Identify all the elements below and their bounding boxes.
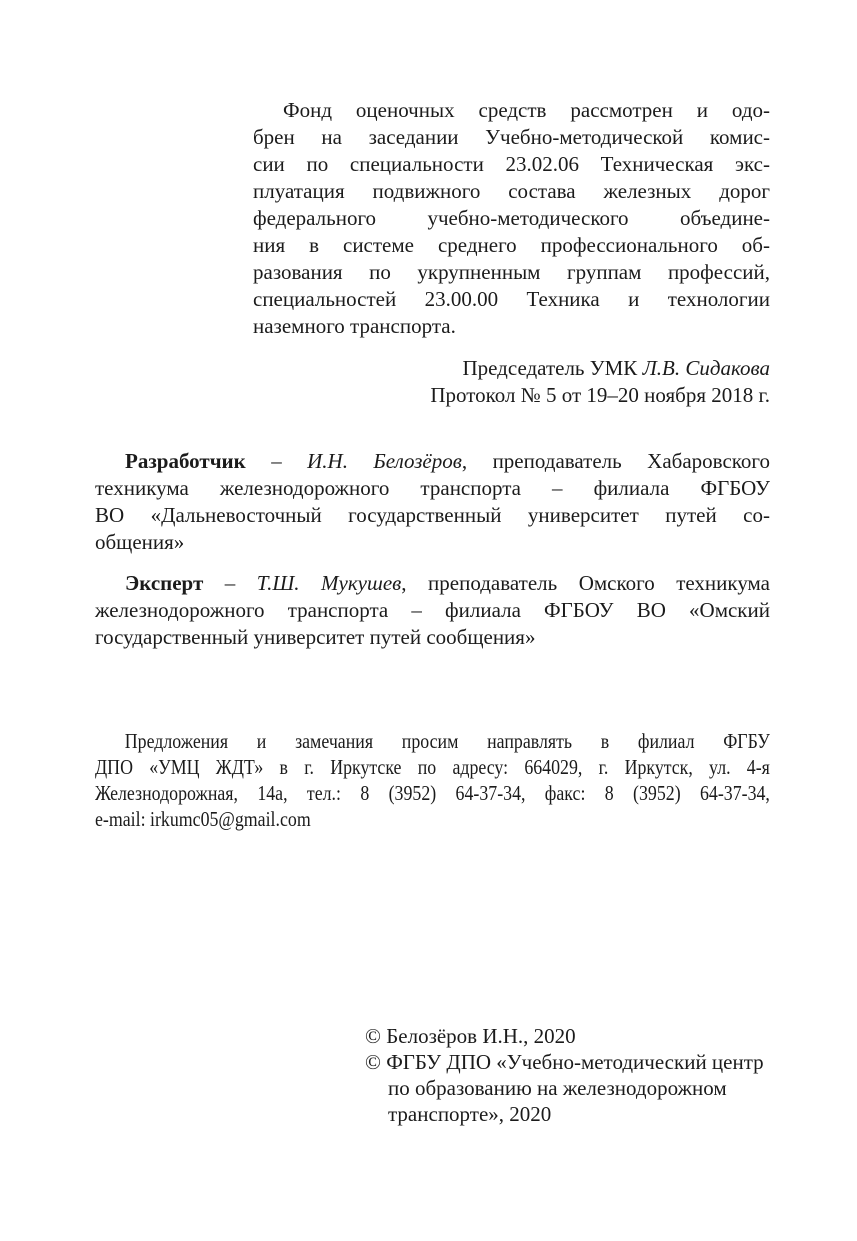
chair-line xyxy=(95,355,770,382)
expert-name: Т.Ш. Мукушев xyxy=(256,571,402,595)
text-line: плуатация подвижного состава железных дорог xyxy=(253,179,770,203)
copyright-publisher-line: © ФГБУ ДПО «Учебно-методический центр xyxy=(365,1050,764,1074)
expert-paragraph xyxy=(95,570,770,651)
developer-line: техникума железнодорожного транспорта – филиала ФГБОУ xyxy=(95,476,770,500)
expert-line: государственный университет путей сообщения» xyxy=(95,625,536,649)
contact-line: ДПО «УМЦ ЖДТ» в г. Иркутске по адресу: 664029, г. Иркутск, ул. 4-я xyxy=(95,755,770,779)
text-line: наземного транспорта. xyxy=(253,314,456,338)
protocol-line: Протокол № 5 от 19–20 ноября 2018 г. xyxy=(430,383,770,407)
developer-name: И.Н. Белозёров xyxy=(307,449,462,473)
copyright-publisher-line: по образованию на железнодорожном xyxy=(388,1076,727,1100)
text-line: специальностей 23.00.00 Техника и технологии xyxy=(253,287,770,311)
text-line: федерального учебно-методического объедине- xyxy=(253,206,770,230)
dash-separator: – xyxy=(203,571,257,595)
text-line: ния в системе среднего профессионального об- xyxy=(253,233,770,257)
contact-paragraph xyxy=(95,728,770,832)
approval-paragraph xyxy=(253,97,770,340)
developer-line: ВО «Дальневосточный государственный университет путей со- xyxy=(95,503,770,527)
chair-name: Л.В. Сидакова xyxy=(642,356,770,380)
signature-block xyxy=(95,355,770,409)
developer-line: общения» xyxy=(95,530,185,554)
contact-line: Железнодорожная, 14а, тел.: 8 (3952) 64-37-34, факс: 8 (3952) 64-37-34, xyxy=(95,781,770,805)
expert-line xyxy=(95,570,770,597)
expert-role: , преподаватель Омского техникума xyxy=(401,571,771,595)
chair-title: Председатель УМК xyxy=(462,356,643,380)
copyright-block xyxy=(365,1023,770,1127)
text-line: сии по специальности 23.02.06 Техническая экс- xyxy=(253,152,770,176)
expert-line: железнодорожного транспорта – филиала ФГБОУ ВО «Омский xyxy=(95,598,770,622)
text-line: разования по укрупненным группам профессий, xyxy=(253,260,770,284)
email-line: e-mail: irkumc05@gmail.com xyxy=(95,807,311,831)
copyright-author-line: © Белозёров И.Н., 2020 xyxy=(365,1024,576,1048)
expert-label: Эксперт xyxy=(125,571,204,595)
text-line: Фонд оценочных средств рассмотрен и одо- xyxy=(283,98,770,122)
contact-line: Предложения и замечания просим направлять в филиал ФГБУ xyxy=(124,729,770,753)
developer-paragraph xyxy=(95,448,770,556)
developer-line xyxy=(95,448,770,475)
copyright-publisher-line: транспорте», 2020 xyxy=(388,1102,552,1126)
developer-role: , преподаватель Хабаровского xyxy=(461,449,771,473)
dash-separator: – xyxy=(245,449,308,473)
developer-label: Разработчик xyxy=(125,449,246,473)
text-line: брен на заседании Учебно-методической комис- xyxy=(253,125,770,149)
